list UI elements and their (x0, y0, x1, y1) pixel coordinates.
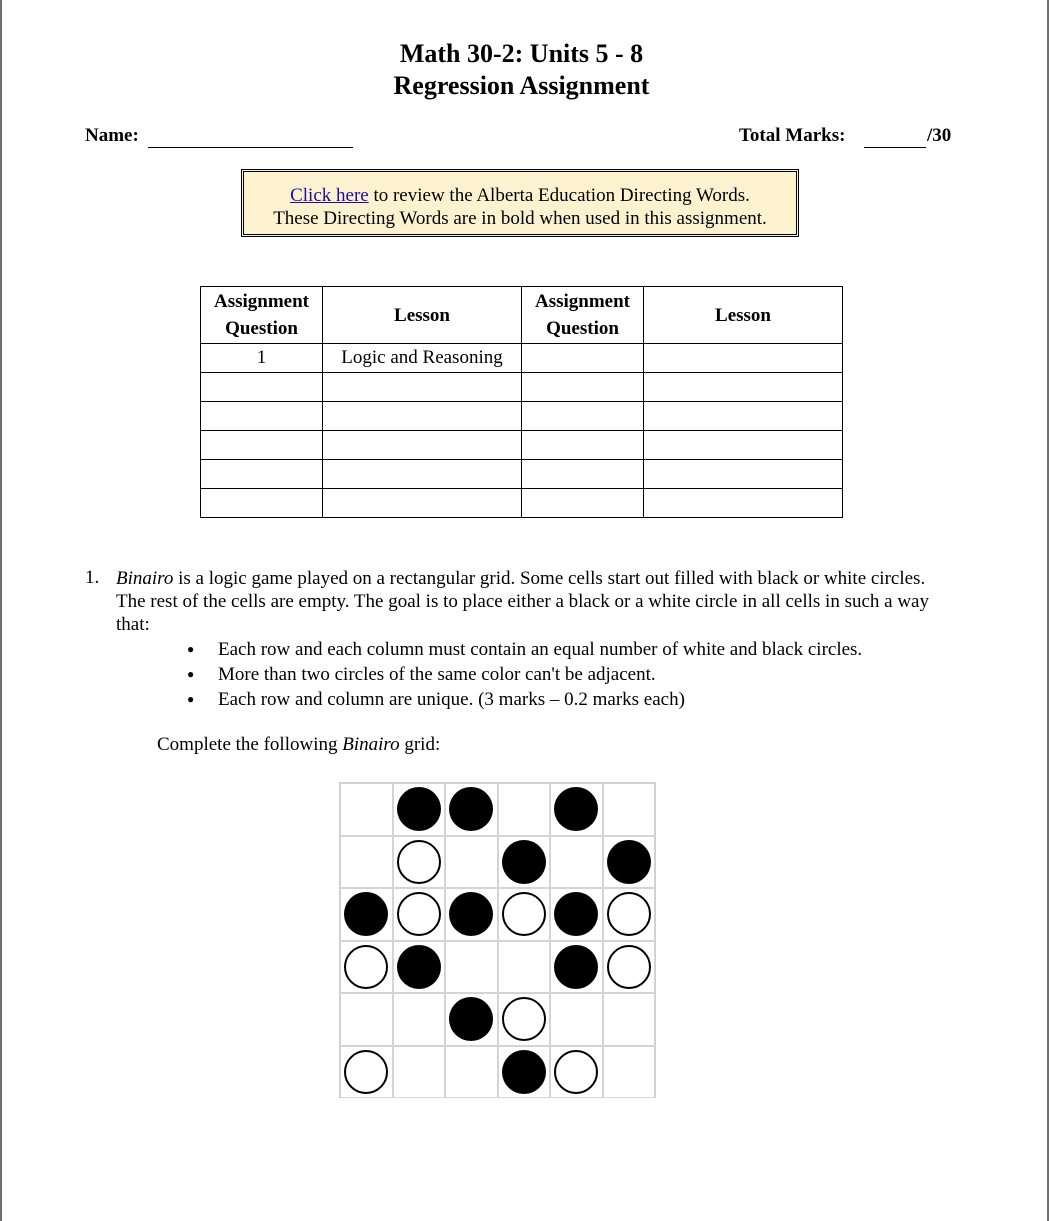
lesson-table-header (201, 287, 843, 344)
page-title-line2: Regression Assignment (393, 71, 650, 100)
header-lesson-1: Lesson (323, 287, 522, 344)
grid-cell[interactable] (445, 993, 498, 1046)
lesson-table-cell[interactable] (644, 489, 843, 518)
header-assignment-question-2 (522, 287, 644, 344)
lesson-table-cell[interactable] (323, 373, 522, 402)
white-circle (397, 892, 441, 936)
lesson-table-cell[interactable] (201, 402, 323, 431)
lesson-table-cell[interactable] (522, 489, 644, 518)
notice-line2: These Directing Words are in bold when used in this assignment. (273, 208, 767, 229)
lesson-table-cell[interactable] (323, 431, 522, 460)
binairo-grid (339, 782, 656, 1098)
white-circle (554, 1050, 598, 1094)
grid-cell[interactable] (445, 836, 498, 889)
grid-cell[interactable] (603, 888, 656, 941)
lesson-table-cell[interactable]: 1 (201, 344, 323, 373)
lesson-table-cell[interactable] (522, 431, 644, 460)
header-line: Assignment (534, 291, 630, 312)
lesson-table (200, 286, 843, 518)
header-assignment-question-1 (201, 287, 323, 344)
lesson-table-cell[interactable] (201, 460, 323, 489)
grid-cell[interactable] (393, 941, 446, 994)
notice-line1-text: to review the Alberta Education Directing Words. (368, 185, 750, 206)
name-blank-line[interactable] (148, 147, 353, 148)
black-circle (554, 945, 598, 989)
black-circle (554, 892, 598, 936)
lesson-table-cell[interactable] (644, 344, 843, 373)
grid-cell[interactable] (340, 836, 393, 889)
rule-item: ● Each row and each column must contain an equal number of white and black circles. (186, 637, 862, 662)
name-label: Name: (85, 125, 139, 146)
lesson-table-row (201, 431, 843, 460)
grid-cell[interactable] (498, 888, 551, 941)
grid-cell[interactable] (340, 993, 393, 1046)
directing-words-notice (241, 169, 799, 237)
lesson-table-cell[interactable] (522, 402, 644, 431)
instruction-after: grid: (399, 734, 441, 755)
lesson-table-cell[interactable] (644, 402, 843, 431)
grid-cell[interactable] (550, 993, 603, 1046)
page-title-line1: Math 30-2: Units 5 - 8 (399, 39, 644, 68)
white-circle (502, 997, 546, 1041)
game-name: Binairo (116, 568, 174, 589)
grid-cell[interactable] (340, 941, 393, 994)
grid-cell[interactable] (603, 993, 656, 1046)
lesson-table-cell[interactable] (201, 373, 323, 402)
white-circle (607, 945, 651, 989)
grid-cell[interactable] (550, 1046, 603, 1099)
lesson-table-cell[interactable] (522, 460, 644, 489)
black-circle (344, 892, 388, 936)
grid-cell[interactable] (445, 783, 498, 836)
lesson-table-row (201, 344, 843, 373)
black-circle (449, 997, 493, 1041)
lesson-table-cell[interactable] (644, 460, 843, 489)
lesson-table-cell[interactable] (644, 431, 843, 460)
grid-cell[interactable] (445, 941, 498, 994)
click-here-link[interactable]: Click here (290, 185, 369, 206)
lesson-table-cell[interactable] (201, 489, 323, 518)
rule-item: ● Each row and column are unique. (3 marks – 0.2 marks each) (186, 687, 862, 712)
grid-instruction (157, 734, 440, 756)
grid-cell[interactable] (550, 783, 603, 836)
white-circle (397, 840, 441, 884)
grid-cell[interactable] (498, 783, 551, 836)
grid-cell[interactable] (445, 1046, 498, 1099)
grid-cell[interactable] (445, 888, 498, 941)
header-line: Question (225, 318, 298, 339)
grid-cell[interactable] (393, 888, 446, 941)
black-circle (502, 1050, 546, 1094)
grid-cell[interactable] (498, 1046, 551, 1099)
white-circle (502, 892, 546, 936)
grid-cell[interactable] (550, 888, 603, 941)
grid-cell[interactable] (393, 993, 446, 1046)
notice-line1 (244, 184, 796, 207)
grid-cell[interactable] (550, 941, 603, 994)
grid-cell[interactable] (603, 941, 656, 994)
white-circle (344, 945, 388, 989)
lesson-table-row (201, 489, 843, 518)
lesson-table-row (201, 373, 843, 402)
grid-cell[interactable] (393, 1046, 446, 1099)
question-intro-text: is a logic game played on a rectangular grid. Some cells start out filled with black or white circles. The rest of the cells are empty. The goal is to place either a black or a white circle in all cells in such a way that: (116, 568, 929, 635)
white-circle (344, 1050, 388, 1094)
black-circle (449, 787, 493, 831)
page-left-edge (0, 0, 2, 1221)
question-number: 1. (85, 567, 100, 588)
grid-cell[interactable] (550, 836, 603, 889)
grid-cell[interactable] (603, 783, 656, 836)
total-marks-out-of: /30 (927, 125, 952, 146)
total-marks-label: Total Marks: (739, 125, 846, 146)
lesson-table-cell[interactable] (323, 402, 522, 431)
header-lesson-2: Lesson (644, 287, 843, 344)
lesson-table-cell[interactable] (522, 344, 644, 373)
question-intro (116, 567, 946, 636)
lesson-table-cell[interactable] (522, 373, 644, 402)
header-line: Question (546, 318, 619, 339)
black-circle (502, 840, 546, 884)
black-circle (397, 787, 441, 831)
lesson-table-cell[interactable] (201, 431, 323, 460)
grid-cell[interactable] (498, 993, 551, 1046)
grid-cell[interactable] (340, 888, 393, 941)
grid-cell[interactable] (340, 1046, 393, 1099)
grid-cell[interactable] (498, 836, 551, 889)
header-line: Assignment (213, 291, 309, 312)
lesson-table-row (201, 460, 843, 489)
rule-item: ● More than two circles of the same color can't be adjacent. (186, 662, 862, 687)
grid-cell[interactable] (340, 783, 393, 836)
grid-cell[interactable] (603, 1046, 656, 1099)
grid-cell[interactable] (498, 941, 551, 994)
lesson-table-cell[interactable]: Logic and Reasoning (323, 344, 522, 373)
black-circle (607, 840, 651, 884)
black-circle (554, 787, 598, 831)
rules-list (186, 637, 862, 712)
lesson-table-row (201, 402, 843, 431)
black-circle (449, 892, 493, 936)
lesson-table-cell[interactable] (323, 489, 522, 518)
instruction-before: Complete the following (157, 734, 343, 755)
lesson-table-cell[interactable] (644, 373, 843, 402)
grid-cell[interactable] (393, 836, 446, 889)
black-circle (397, 945, 441, 989)
lesson-table-cell[interactable] (323, 460, 522, 489)
instruction-game-name: Binairo (342, 734, 400, 755)
grid-cell[interactable] (603, 836, 656, 889)
total-marks-blank-line[interactable] (864, 147, 926, 148)
white-circle (607, 892, 651, 936)
grid-cell[interactable] (393, 783, 446, 836)
